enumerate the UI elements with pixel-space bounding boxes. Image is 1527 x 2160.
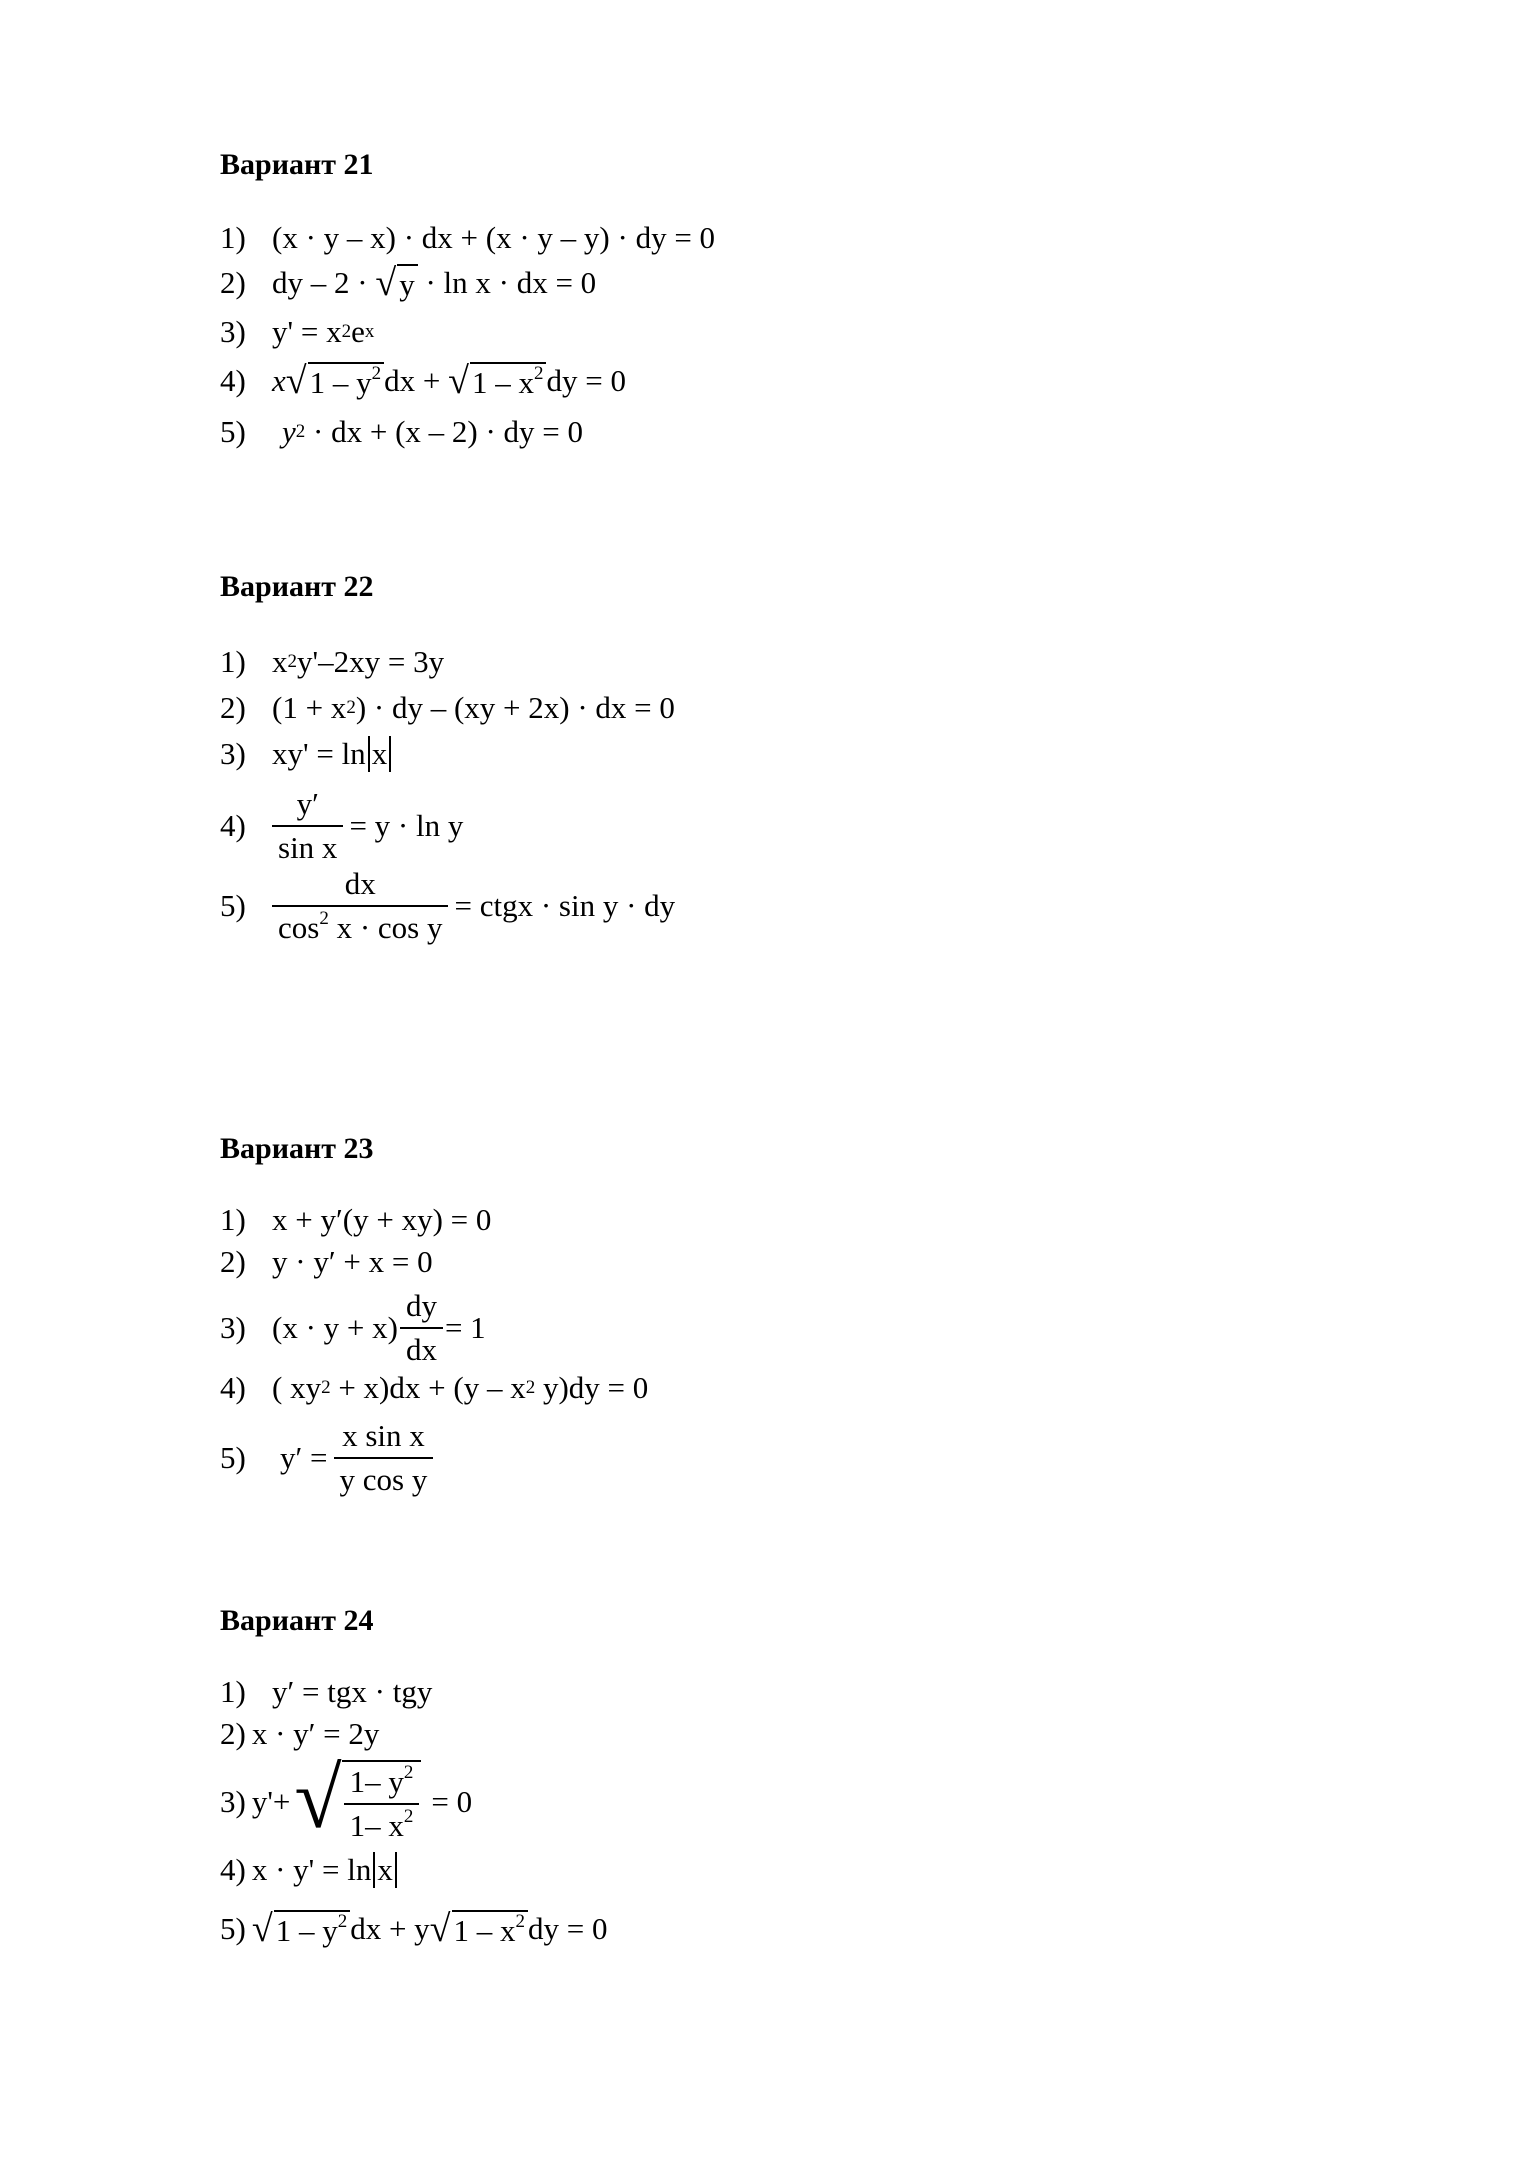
sqrt: √ $1 - x^2$ — [430, 1910, 528, 1948]
sqrt: √ $\frac{1- y^2}{1- x^2}$ — [294, 1760, 421, 1843]
variant-24-title: Вариант 24 — [220, 1604, 374, 1637]
v22-equation-4: 4) $\frac{y'}{\text{sin x}}$ = y · ln y — [220, 786, 464, 865]
v21-equation-1: 1) (x · y – x) · dx + (x · y – y) · dy = 0 — [220, 220, 716, 255]
sqrt: √ $1 - x^2$ — [448, 362, 546, 400]
variant-21-title: Вариант 21 — [220, 148, 374, 181]
v23-equation-4: 4) ( xy 2 + x)dx + (y – x 2 y)dy = 0 — [220, 1370, 649, 1405]
v21-equation-4: 4) x √ $1 - y^2$ dx + √ $1 - x^2$ dy = 0 — [220, 360, 626, 402]
fraction: $\frac{dx}{\cos^2 x \cdot \cos y}$ — [272, 866, 448, 945]
v24-equation-4: 4) x · y' = ln x — [220, 1852, 397, 1888]
v23-equation-2: 2) y · y′ + x = 0 — [220, 1244, 433, 1279]
fraction: $\frac{dy}{dx}$ — [400, 1288, 443, 1367]
v22-equation-1: 1) x 2 y'–2xy = 3y — [220, 644, 445, 679]
v24-equation-1: 1) y′ = tgx · tgy — [220, 1674, 433, 1709]
fraction: $\frac{y'}{\text{sin x}}$ — [272, 786, 343, 865]
sqrt: √ $1 - y^2$ — [252, 1910, 350, 1948]
v21-equation-5: 5) y 2 · dx + (x – 2) · dy = 0 — [220, 414, 584, 449]
fraction: $\frac{1- y^2}{1- x^2}$ — [344, 1764, 420, 1843]
v24-equation-5: 5) √ $1 - y^2$ dx + y √ $1 - x^2$ dy = 0 — [220, 1908, 608, 1950]
v22-equation-5: 5) $\frac{dx}{\cos^2 x \cdot \cos y}$ = ctgx · sin y · dy — [220, 866, 676, 945]
v23-equation-3: 3) (x · y + x) $\frac{dy}{dx}$ = 1 — [220, 1288, 486, 1367]
variant-23-title: Вариант 23 — [220, 1132, 374, 1165]
v21-equation-2: 2) dy – 2 · √ y · ln x · dx = 0 — [220, 262, 597, 304]
v22-equation-2: 2) (1 + x 2 ) · dy – (xy + 2x) · dx = 0 — [220, 690, 675, 725]
v24-equation-2: 2) x · y′ = 2y — [220, 1716, 380, 1751]
v22-equation-3: 3) xy' = ln x — [220, 736, 391, 772]
v23-equation-5: 5) y′ = $\frac{\text{x sin x}}{\text{y cos y}}$ — [220, 1418, 439, 1497]
sqrt: √ y — [375, 264, 417, 302]
fraction: $\frac{\text{x sin x}}{\text{y cos y}}$ — [334, 1418, 434, 1497]
variant-22-title: Вариант 22 — [220, 570, 374, 603]
v24-equation-3: 3) y'+ √ $\frac{1- y^2}{1- x^2}$ = 0 — [220, 1750, 473, 1846]
sqrt: √ $1 - y^2$ — [286, 362, 384, 400]
v21-equation-3: 3) y' = x 2 e x — [220, 314, 375, 349]
v23-equation-1: 1) x + y′(y + xy) = 0 — [220, 1202, 492, 1237]
